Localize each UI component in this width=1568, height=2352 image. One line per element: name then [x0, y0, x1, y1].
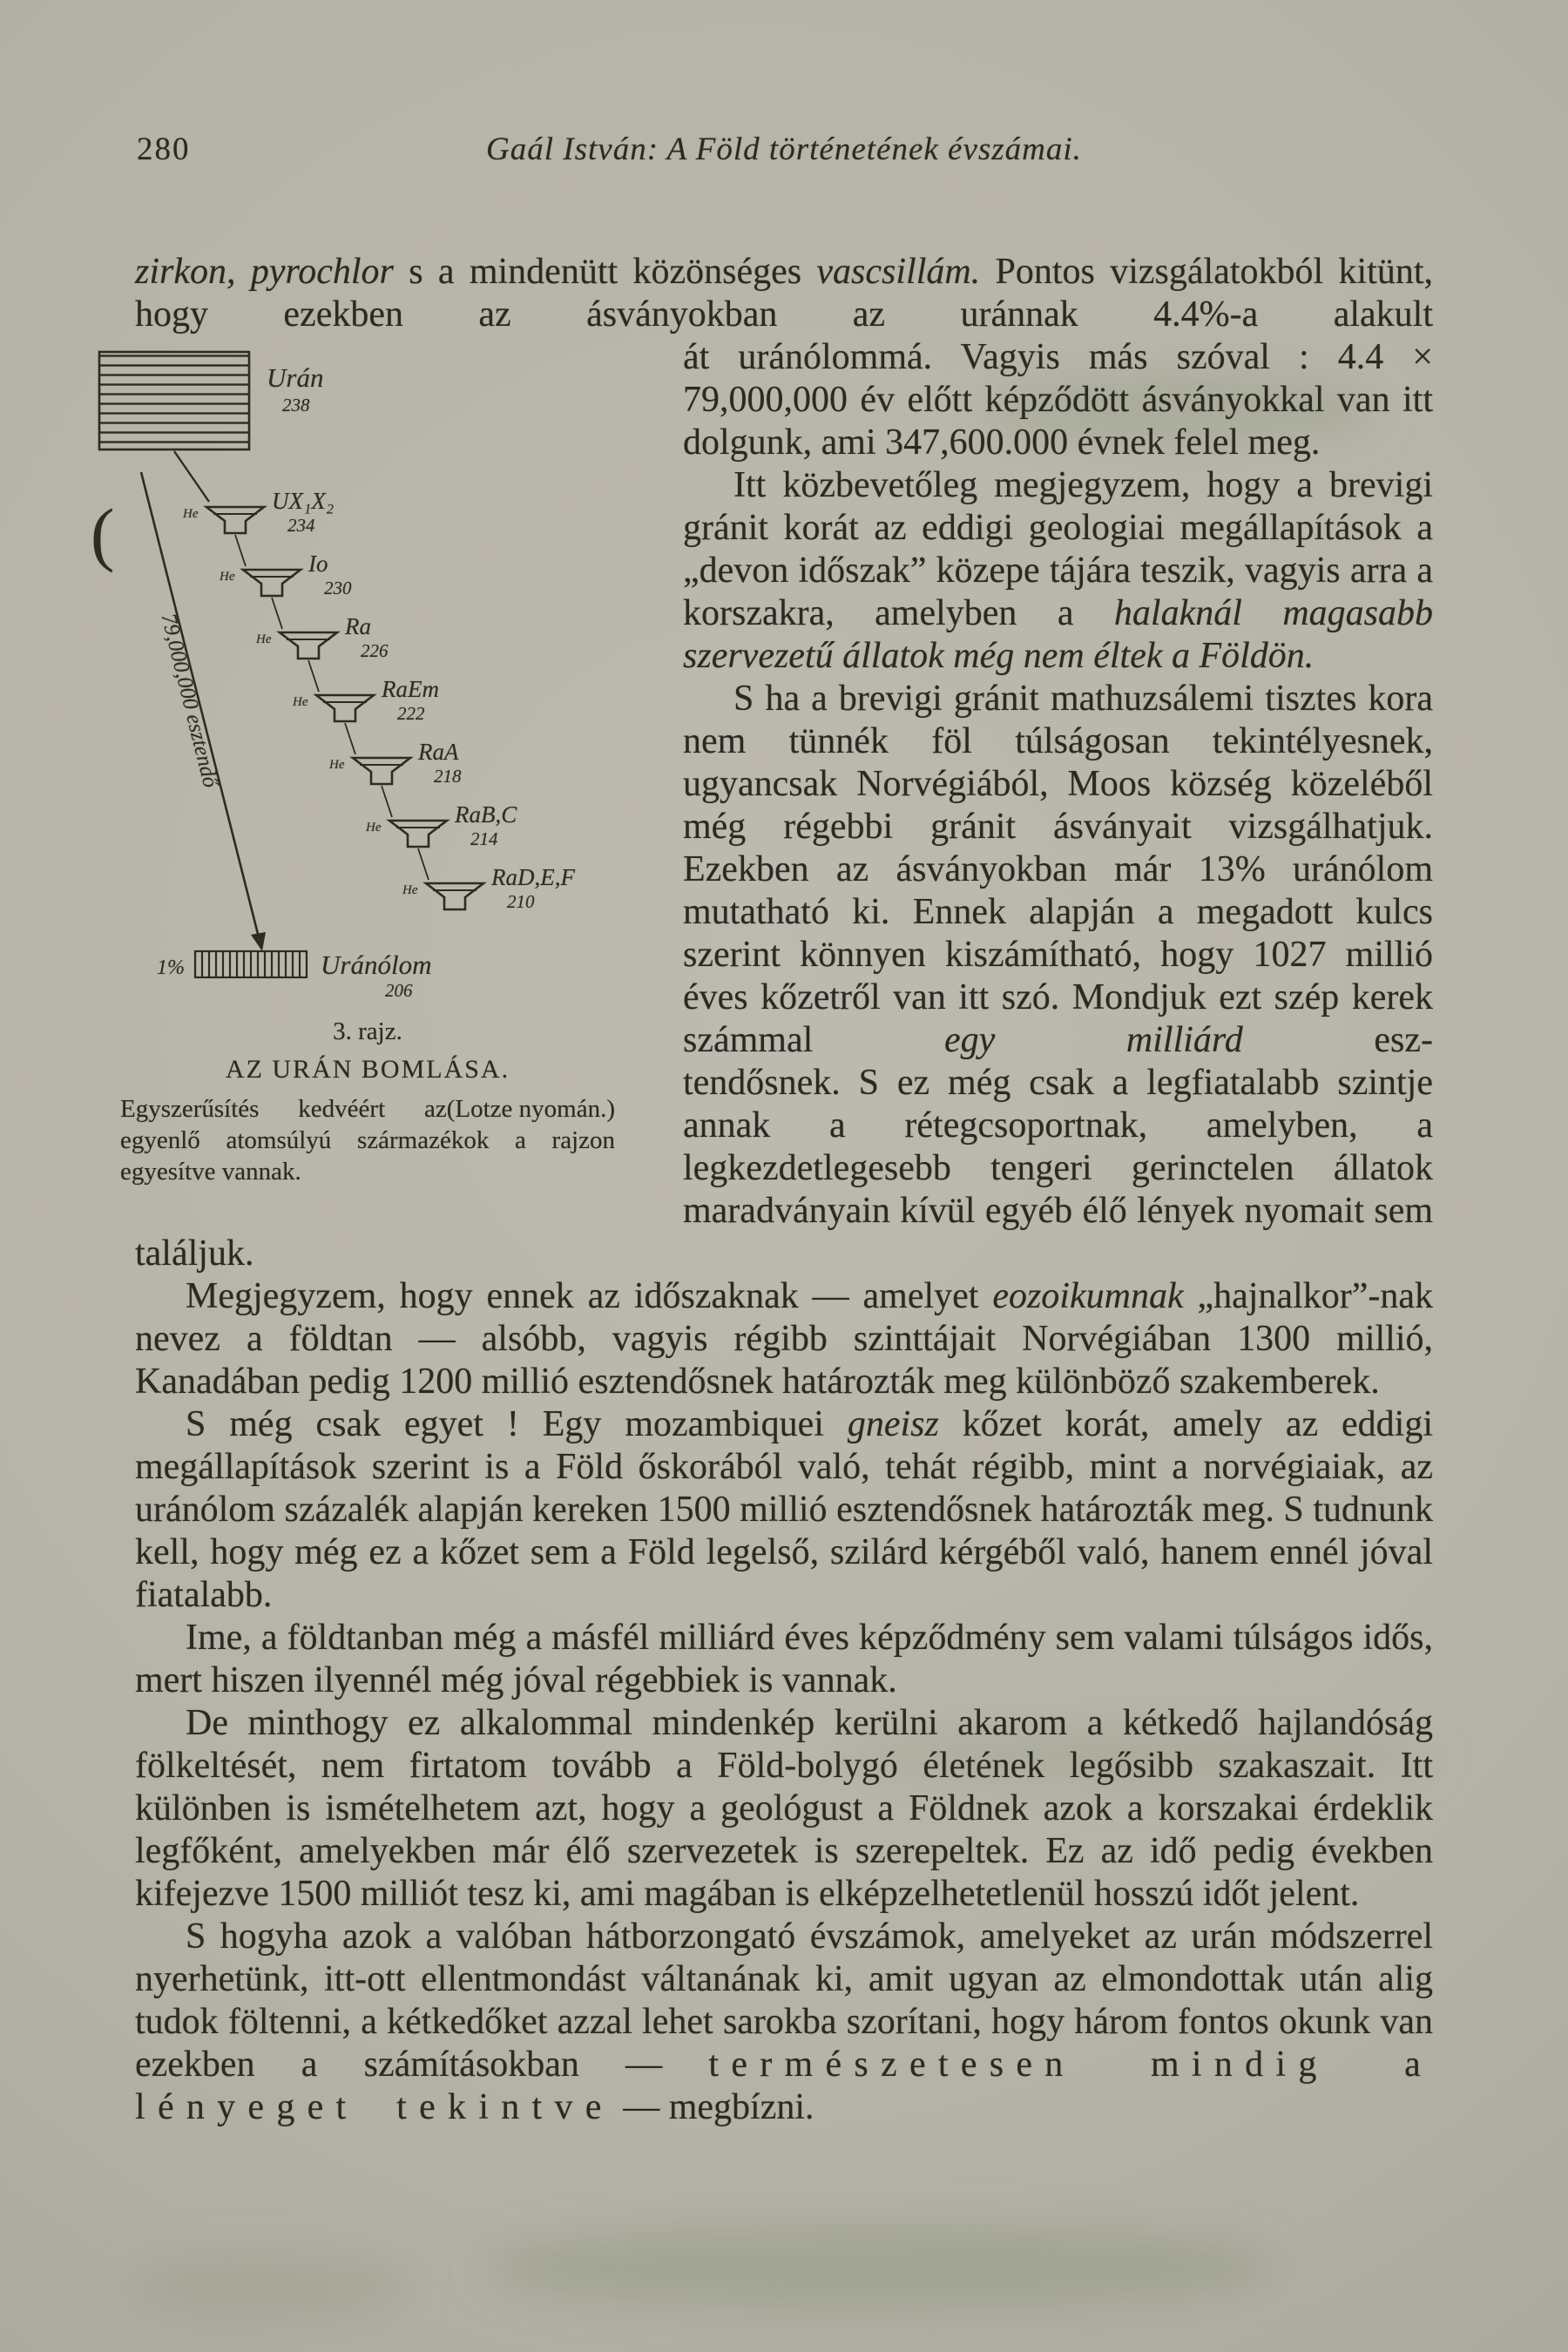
step-name: Io: [308, 551, 328, 577]
step-name: RaD,E,F: [491, 864, 575, 890]
helium-emission-label: He: [256, 632, 272, 646]
step-mass: 230: [324, 578, 352, 598]
paragraph-3b: tendősnek. S ez még csak a legfiatalabb szintje annak a rétegcsoportnak, amelyben, a legkezdetlegesebb tengeri gerinctelen állatok maradványain kívül egyéb élő lények nyomait sem találjuk.: [135, 1063, 1433, 1274]
step-mass: 214: [470, 828, 498, 849]
uranium-block: [99, 352, 249, 449]
paragraph-1b: át uránólommá. Vagyis más szóval : 4.4 × 79,000,000 év előtt képződött ásványokkal van itt dolgunk, ami 347,600.000 évnek felel meg.: [683, 337, 1433, 463]
figure-caption: [87, 1017, 648, 1187]
uranium-decay-figure: [87, 341, 648, 1187]
label-uran: Urán: [267, 362, 324, 393]
uranium-decay-diagram: [87, 341, 648, 1004]
time-axis-label: 79,000,000 esztendő: [156, 611, 223, 790]
figure-caption-number: 3. rajz.: [333, 1017, 402, 1045]
scan-stain: [131, 2256, 409, 2317]
page-content: [91, 131, 1433, 2129]
step-name: RaEm: [382, 676, 439, 702]
paragraph-3a: S ha a brevigi gránit mathuzsálemi tisztes kora nem tünnék föl túlságosan tekintélyesnek, ugyancsak Norvégiából, Moos község közeléből még régebbi gránit ásványait vizsgálhatjuk. Ezekben az ásványokban már 13% uránólom mutatható ki. Ennek alapján a megadott kulcs szerint könnyen kiszámítható, hogy 1027 millió éves kőzetről van itt szó. Mondjuk ezt szép kerek számmal egy milliárd esz-: [683, 679, 1433, 1060]
decay-step-funnel: [402, 864, 575, 912]
page-header: [135, 131, 1433, 172]
decay-step-funnel: [292, 676, 439, 754]
lead-bar: [195, 951, 307, 977]
lead-percent-label: 1%: [157, 956, 185, 979]
decay-step-funnel: [255, 613, 389, 692]
connector-line: [174, 451, 209, 502]
paragraph-5: S még csak egyet ! Egy mozambiquei gneisz kőzet korát, amely az eddigi megállapítások szerint is a Föld őskorából való, tehát régibb, mint a norvégiaiak, az uránólom százalék alapján kereken 1500 millió esztendősnek határozták meg. S tudnunk kell, hogy még ez a kőzet sem a Föld legelső, szilárd kérgéből való, hanem ennél jóval fiatalabb.: [135, 1404, 1433, 1615]
decay-step-funnel: [328, 739, 462, 817]
paragraph-4: Megjegyzem, hogy ennek az időszaknak — amelyet eozoikumnak „hajnalkor”-nak nevez a földtan — alsóbb, vagyis régibb szinttájait Norvégiában 1300 millió, Kanadában pedig 1200 millió esztendősnek határozták meg különböző szakemberek.: [135, 1276, 1433, 1402]
helium-emission-label: He: [220, 570, 235, 584]
step-mass: 234: [287, 515, 315, 536]
paragraph-1a: zirkon, pyrochlor s a mindenütt közönséges vascsillám. Pontos vizsgálatokból kitünt, hogy ezekben az ásványokban az uránnak 4.4%-a alakult: [135, 252, 1433, 335]
step-mass: 210: [507, 891, 535, 912]
step-name: RaA: [418, 739, 459, 765]
lead-label: Uránólom: [321, 950, 432, 980]
helium-emission-label: He: [183, 507, 199, 521]
page-number: 280: [137, 132, 191, 167]
helium-emission-label: He: [402, 883, 418, 897]
paragraph-6: Ime, a földtanban még a másfél milliárd éves képződmény sem valami túlságos idős, mert hiszen ilyennél még jóval régebbiek is vannak.: [135, 1618, 1433, 1700]
arrowhead: [251, 932, 266, 951]
helium-emission-label: He: [366, 821, 382, 835]
step-mass: 226: [361, 640, 389, 661]
label-uran-mass: 238: [282, 395, 310, 416]
lead-mass: 206: [385, 980, 413, 1001]
scan-stain: [488, 2226, 1272, 2308]
step-name: RaB,C: [455, 801, 517, 828]
step-mass: 218: [434, 766, 462, 787]
figure-caption-source: (Lotze nyomán.): [446, 1095, 615, 1123]
decay-step-funnel: [219, 551, 352, 629]
paren-mark: (: [91, 494, 115, 573]
step-mass: 222: [397, 703, 425, 724]
running-title: Gaál István: A Föld történetének évszámai.: [486, 132, 1082, 167]
paragraph-8: S hogyha azok a valóban hátborzongató évszámok, amelyeket az urán módszerrel nyerhetünk, itt-ott ellentmondást váltanának ki, amit ugyan az elmondottak után alig tudok föltenni, a kétkedőket azzal lehet sarokba szorítani, hogy három fontos okunk van ezekben a számításokban — természetesen mindig a lényeget tekintve — megbízni.: [135, 1916, 1433, 2127]
helium-emission-label: He: [329, 758, 345, 772]
step-name: Ra: [345, 613, 371, 639]
helium-emission-label: He: [293, 695, 308, 709]
figure-caption-title: AZ URÁN BOMLÁSA.: [225, 1055, 510, 1084]
step-name: UX₁X₂: [272, 488, 335, 514]
paragraph-7: De minthogy ez alkalommal mindenkép kerülni akarom a kétkedő hajlandóság fölkeltését, nem firtatom tovább a Föld-bolygó életének legősibb szakaszait. Itt különben is ismételhetem azt, hogy a geológust a Földnek azok a korszakai érdeklik legfőként, amelyekben már élő szervezetek is szerepeltek. Ez az idő pedig években kifejezve 1500 milliót tesz ki, ami magában is elképzelhetetlenül hosszú időt jelent.: [135, 1703, 1433, 1914]
figure-caption-body: Egyszerűsítés kedvéért az egyenlő atomsúlyú származékok a rajzon egyesítve vannak.: [120, 1095, 615, 1186]
paragraph-2: Itt közbevetőleg megjegyzem, hogy a brevigi gránit korát az eddigi geologiai megállapítások a „devon időszak” közepe tájára teszik, vagyis arra a korszakra, amelyben a halaknál magasabb szervezetű állatok még nem éltek a Földön.: [683, 465, 1433, 676]
figure-caption-text: [120, 1093, 615, 1187]
